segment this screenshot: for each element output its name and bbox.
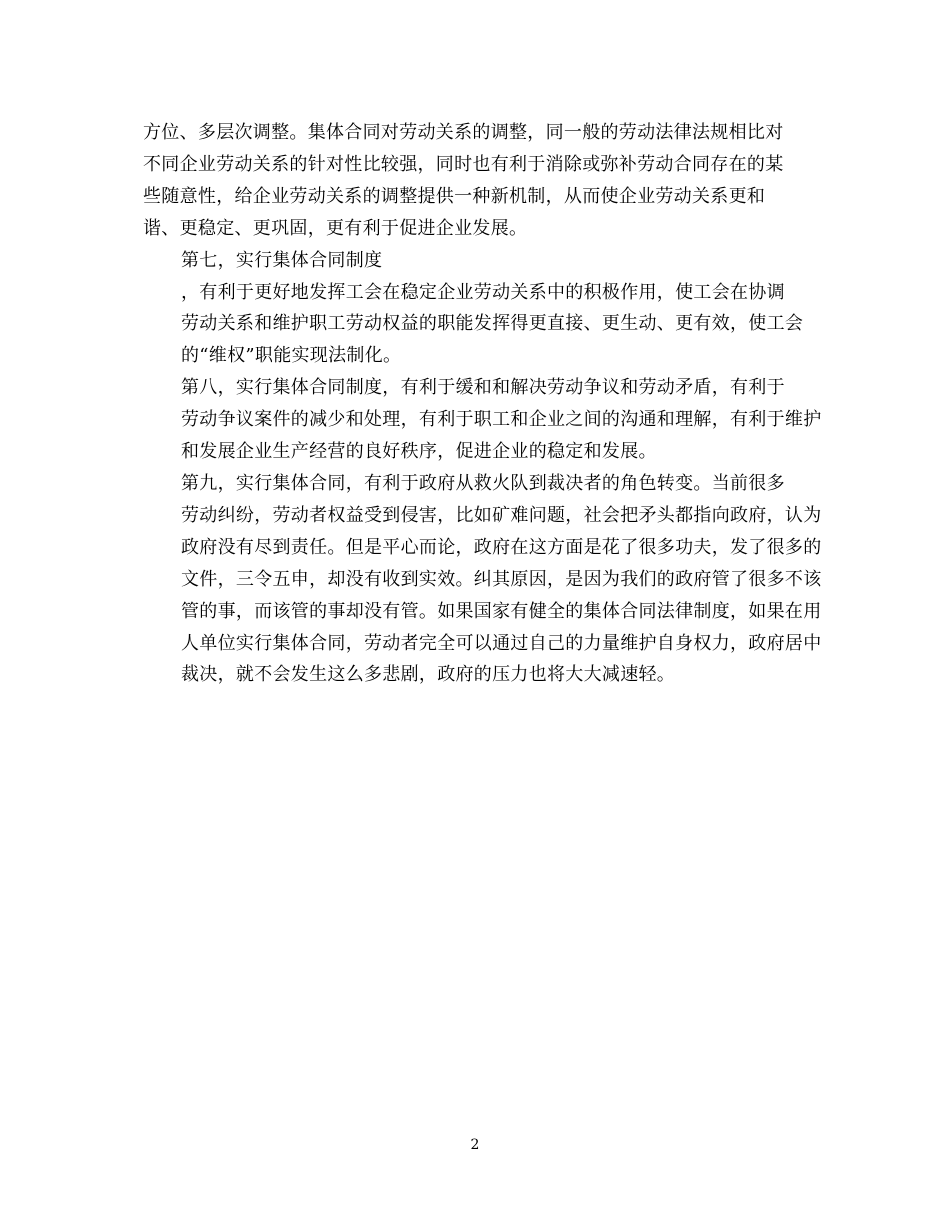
- text-line: 的“维权”职能实现法制化。: [181, 345, 402, 367]
- text-line: 政府没有尽到责任。但是平心而论，政府在这方面是花了很多功夫，发了很多的: [181, 536, 822, 558]
- paragraph-seventh-heading: [143, 245, 808, 277]
- text-line: 裁决，就不会发生这么多悲剧，政府的压力也将大大减速轻。: [181, 664, 676, 686]
- text-line: 人单位实行集体合同，劳动者完全可以通过自己的力量维护自身权力，政府居中: [181, 632, 822, 654]
- paragraph-continuation: [143, 117, 808, 245]
- text-line: ，有利于更好地发挥工会在稳定企业劳动关系中的积极作用，使工会在协调: [181, 281, 785, 303]
- text-line: 些随意性，给企业劳动关系的调整提供一种新机制，从而使企业劳动关系更和: [143, 185, 766, 207]
- text-line: 劳动纠纷，劳动者权益受到侵害，比如矿难问题，社会把矛头都指向政府，认为: [181, 504, 822, 526]
- text-line: 谐、更稳定、更巩固，更有利于促进企业发展。: [143, 217, 528, 239]
- text-line: 第九，实行集体合同，有利于政府从救火队到裁决者的角色转变。当前很多: [181, 472, 785, 494]
- paragraph-eighth: [143, 372, 822, 468]
- text-line: 文件，三令五申，却没有收到实效。纠其原因，是因为我们的政府管了很多不该: [181, 568, 822, 590]
- paragraph-ninth: [143, 468, 822, 691]
- text-line: 劳动关系和维护职工劳动权益的职能发挥得更直接、更生动、更有效，使工会: [181, 313, 804, 335]
- paragraph-seventh-body: [143, 277, 808, 373]
- text-line: 不同企业劳动关系的针对性比较强，同时也有利于消除或弥补劳动合同存在的某: [143, 153, 784, 175]
- text-line: 第七，实行集体合同制度: [181, 249, 383, 271]
- text-line: 第八，实行集体合同制度，有利于缓和和解决劳动争议和劳动矛盾，有利于: [181, 377, 785, 399]
- page-number: 2: [470, 1137, 480, 1153]
- text-line: 和发展企业生产经营的良好秩序，促进企业的稳定和发展。: [181, 441, 657, 463]
- text-line: 管的事，而该管的事却没有管。如果国家有健全的集体合同法律制度，如果在用: [181, 600, 822, 622]
- text-line: 方位、多层次调整。集体合同对劳动关系的调整，同一般的劳动法律法规相比对: [143, 122, 784, 143]
- document-body: [143, 117, 822, 691]
- text-line: 劳动争议案件的减少和处理，有利于职工和企业之间的沟通和理解，有利于维护: [181, 409, 822, 431]
